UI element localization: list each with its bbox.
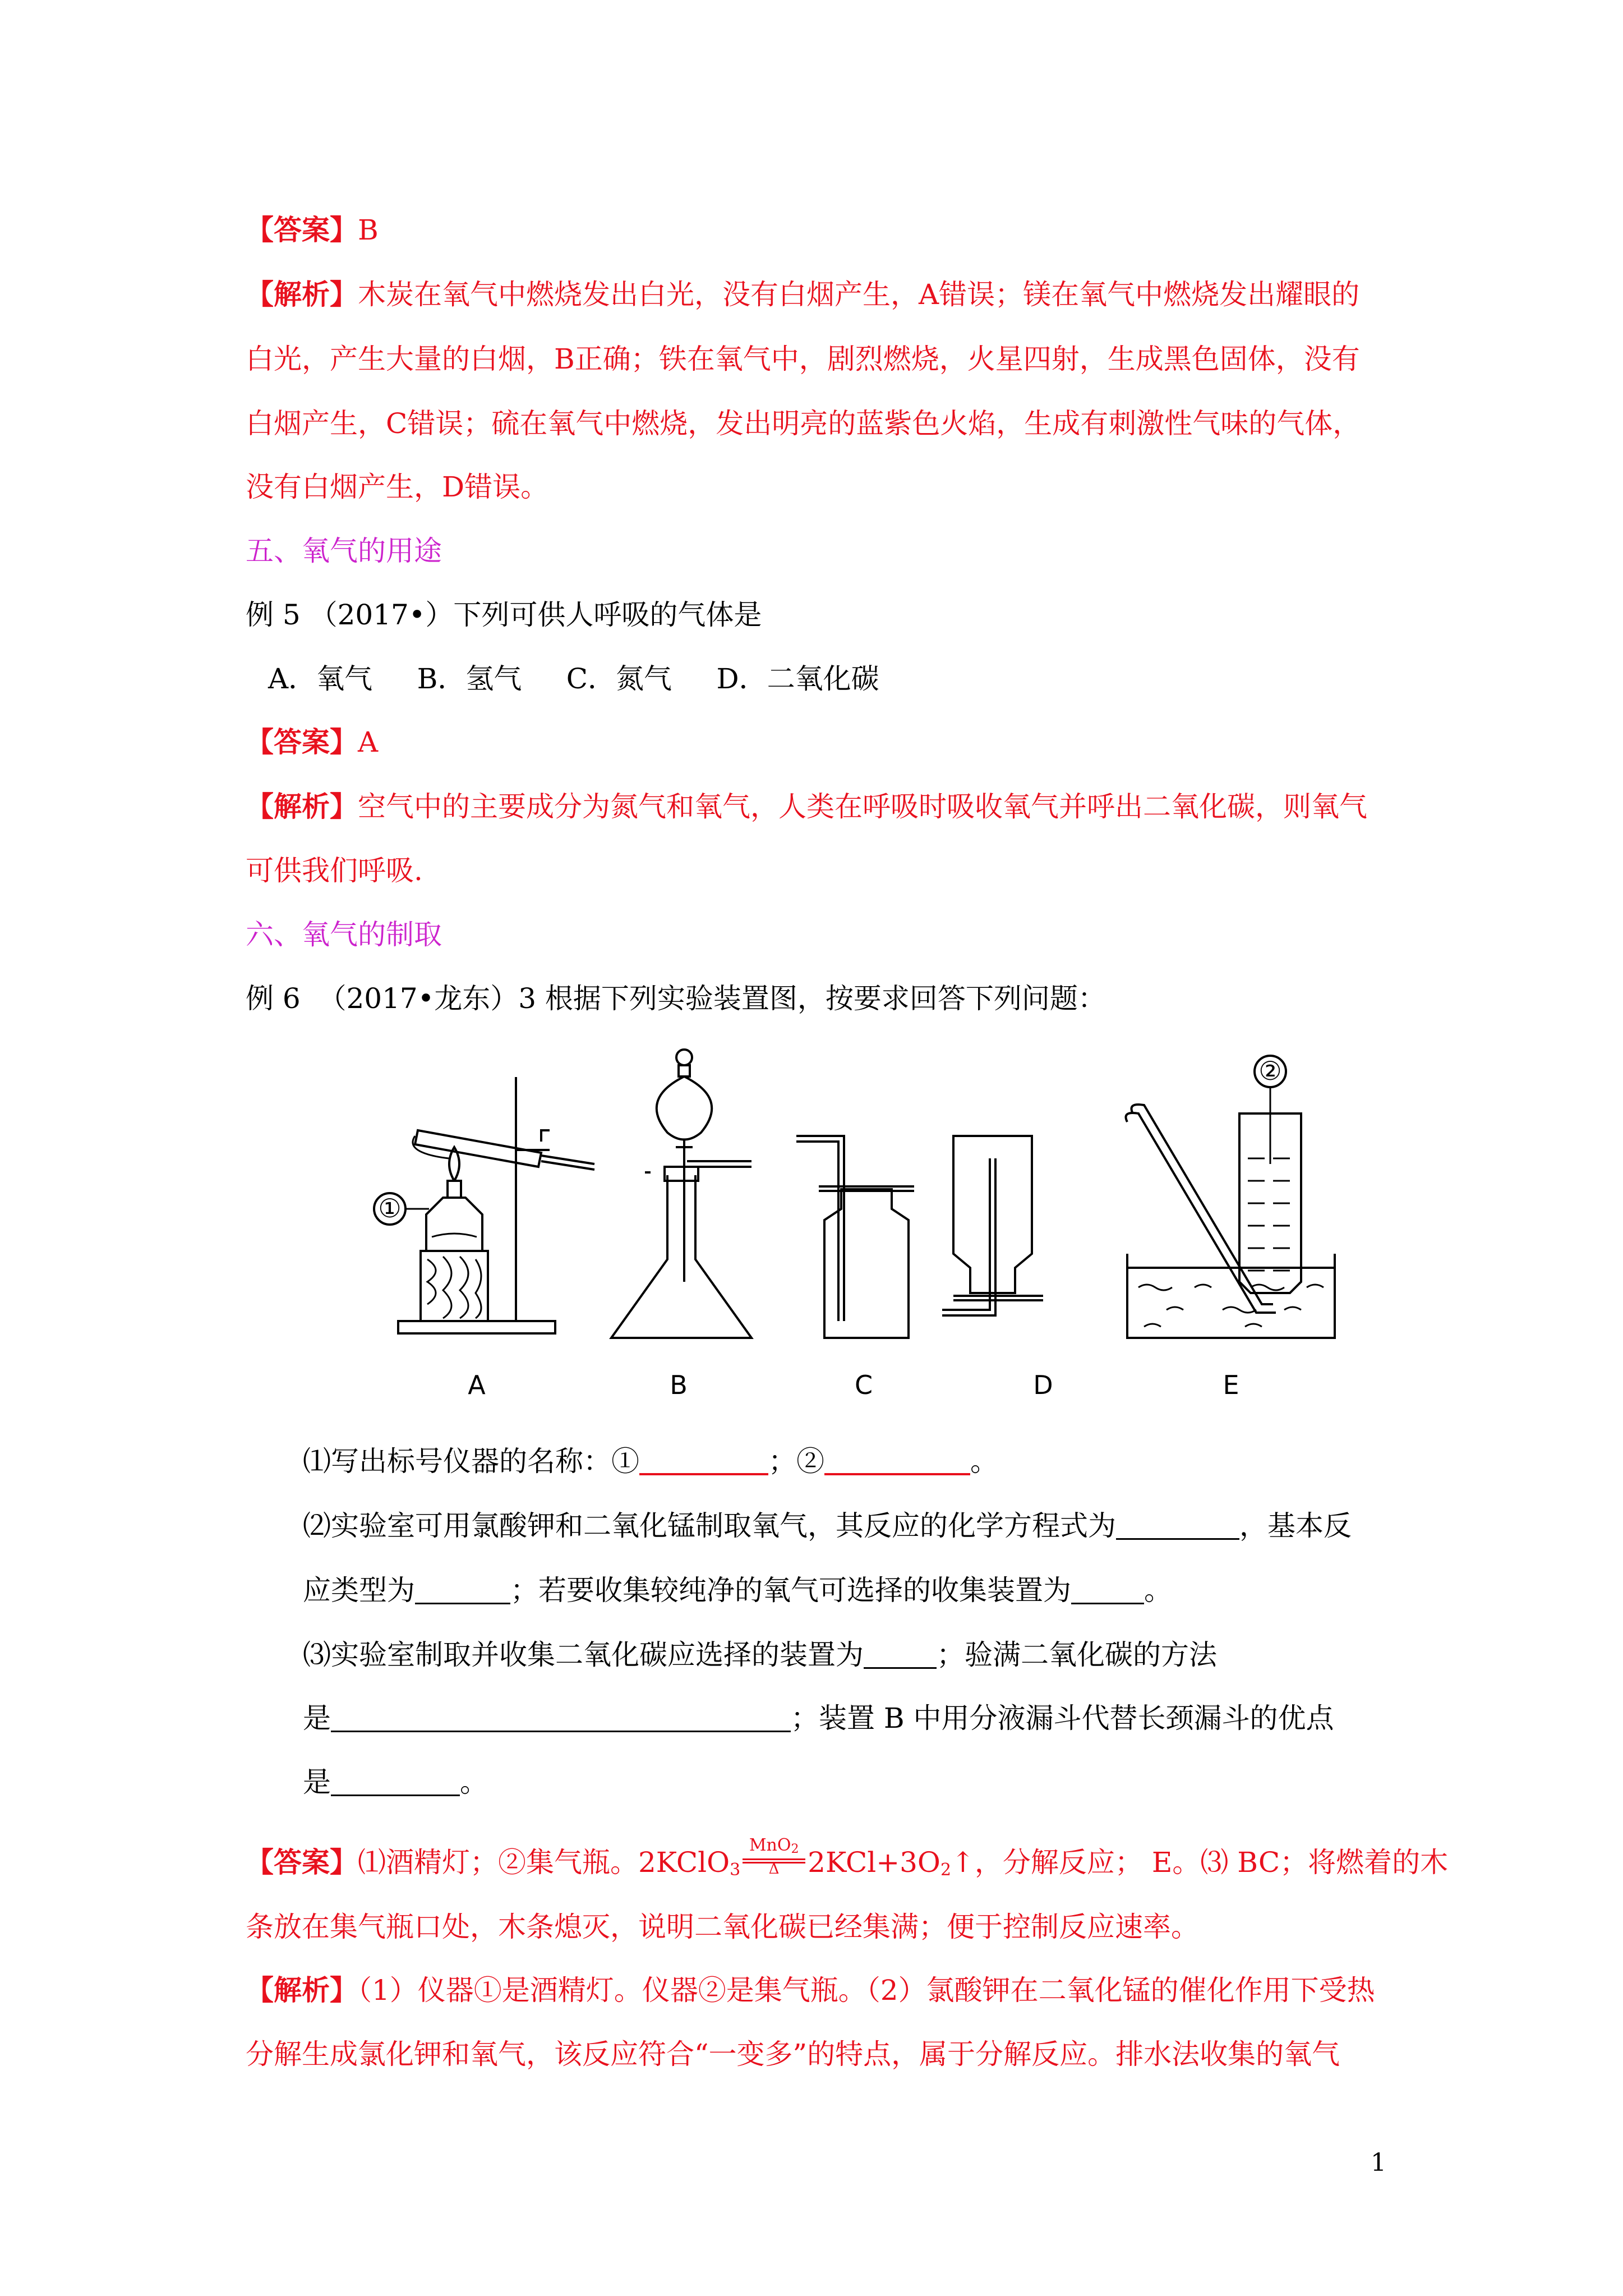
figure-label-d: D	[1033, 1370, 1053, 1400]
analysis-label: 【解析】	[246, 1973, 358, 2007]
analysis-line: 分解生成氯化钾和氧气，该反应符合“一变多”的特点，属于分解反应。排水法收集的氧气	[246, 2038, 1340, 2070]
answer-blank[interactable]	[415, 1577, 510, 1604]
question-text: 。	[970, 1445, 998, 1478]
question-1	[303, 1444, 998, 1478]
question-text: ⑴写出标号仪器的名称：①	[303, 1445, 639, 1478]
answer-blank[interactable]	[331, 1705, 791, 1732]
answer-text: ↑，分解反应； E。⑶ BC；将燃着的木	[951, 1846, 1449, 1879]
answer-text: 2KCl+3O	[808, 1846, 940, 1879]
catalyst-label	[740, 1837, 808, 1858]
marker-2: ②	[1258, 1056, 1282, 1086]
analysis-text: （1）仪器①是酒精灯。仪器②是集气瓶。（2）氯酸钾在二氧化锰的催化作用下受热	[358, 1974, 1375, 2007]
analysis-text: 木炭在氧气中燃烧发出白光，没有白烟产生，A错误；镁在氧气中燃烧发出耀眼的	[358, 278, 1360, 311]
figure-label-a: A	[468, 1370, 486, 1400]
catalyst-text: MnO	[749, 1835, 791, 1855]
answer-blank[interactable]	[1116, 1512, 1239, 1540]
analysis-line: 白烟产生，C错误；硫在氧气中燃烧，发出明亮的蓝紫色火焰，生成有刺激性气味的气体，	[246, 407, 1361, 440]
example-options: A．氧气 B．氢气 C．氮气 D．二氧化碳	[268, 662, 879, 695]
analysis-line	[246, 278, 1359, 311]
question-3c	[303, 1765, 488, 1799]
answer-value: B	[358, 214, 379, 246]
answer-value: A	[358, 726, 379, 758]
apparatus-figure	[378, 1046, 1346, 1405]
question-3a	[303, 1638, 1217, 1672]
answer-line-6	[246, 1835, 1449, 1887]
page-number: 1	[1371, 2148, 1386, 2177]
answer-blank[interactable]	[331, 1769, 460, 1796]
question-text: 。	[1144, 1574, 1172, 1607]
apparatus-b	[611, 1050, 751, 1338]
question-3b	[303, 1701, 1334, 1735]
question-text: ；②	[768, 1445, 824, 1478]
apparatus-d	[942, 1136, 1043, 1315]
figure-label-c: C	[854, 1370, 873, 1400]
question-text: 应类型为	[303, 1574, 415, 1607]
analysis-line	[246, 1973, 1375, 2007]
apparatus-a	[374, 1077, 594, 1333]
figure-label-b: B	[670, 1370, 688, 1400]
subscript: 3	[730, 1860, 741, 1880]
answer-blank[interactable]	[824, 1447, 970, 1475]
question-text: 。	[460, 1766, 488, 1798]
section-heading: 六、氧气的制取	[246, 918, 442, 951]
question-text: ⑶实验室制取并收集二氧化碳应选择的装置为	[303, 1639, 864, 1671]
example-question: 例 5 （2017•）下列可供人呼吸的气体是	[246, 599, 762, 631]
apparatus-c	[796, 1136, 914, 1338]
analysis-line: 没有白烟产生，D错误。	[246, 471, 549, 503]
question-text: 是	[303, 1766, 331, 1798]
answer-blank[interactable]	[864, 1641, 937, 1669]
answer-line-1	[246, 213, 379, 247]
subscript: 2	[940, 1860, 952, 1880]
apparatus-e	[1126, 1056, 1335, 1338]
question-2b	[303, 1573, 1172, 1607]
heat-symbol: Δ	[768, 1861, 780, 1878]
answer-label: 【答案】	[246, 725, 358, 758]
marker-1: ①	[378, 1193, 402, 1223]
answer-label: 【答案】	[246, 213, 358, 246]
answer-line-5	[246, 725, 378, 759]
question-2a	[303, 1509, 1352, 1543]
answer-blank[interactable]	[639, 1447, 768, 1475]
figure-label-e: E	[1223, 1370, 1239, 1400]
question-text: ；装置 B 中用分液漏斗代替长颈漏斗的优点	[791, 1702, 1334, 1734]
answer-blank[interactable]	[1071, 1577, 1144, 1604]
question-text: ；若要收集较纯净的氧气可选择的收集装置为	[510, 1574, 1071, 1607]
question-text: ⑵实验室可用氯酸钾和二氧化锰制取氧气，其反应的化学方程式为	[303, 1510, 1116, 1542]
example-question: 例 6 （2017•龙东）3 根据下列实验装置图，按要求回答下列问题：	[246, 982, 1106, 1015]
section-heading: 五、氧气的用途	[246, 535, 442, 567]
analysis-line	[246, 790, 1367, 823]
question-text: ，基本反	[1239, 1510, 1352, 1542]
analysis-label: 【解析】	[246, 278, 358, 311]
question-text: 是	[303, 1702, 331, 1734]
question-text: ；验满二氧化碳的方法	[937, 1639, 1217, 1671]
answer-line-6b: 条放在集气瓶口处，木条熄灭，说明二氧化碳已经集满；便于控制反应速率。	[246, 1911, 1199, 1943]
analysis-line: 白光，产生大量的白烟，B正确；铁在氧气中，剧烈燃烧，火星四射，生成黑色固体，没有	[246, 343, 1360, 375]
analysis-label: 【解析】	[246, 790, 358, 823]
answer-text: ⑴酒精灯；②集气瓶。2KClO	[358, 1846, 730, 1879]
subscript: 2	[791, 1842, 799, 1856]
analysis-text: 空气中的主要成分为氮气和氧气，人类在呼吸时吸收氧气并呼出二氧化碳，则氧气	[358, 790, 1367, 823]
answer-label: 【答案】	[246, 1846, 358, 1879]
analysis-line: 可供我们呼吸.	[246, 854, 423, 887]
